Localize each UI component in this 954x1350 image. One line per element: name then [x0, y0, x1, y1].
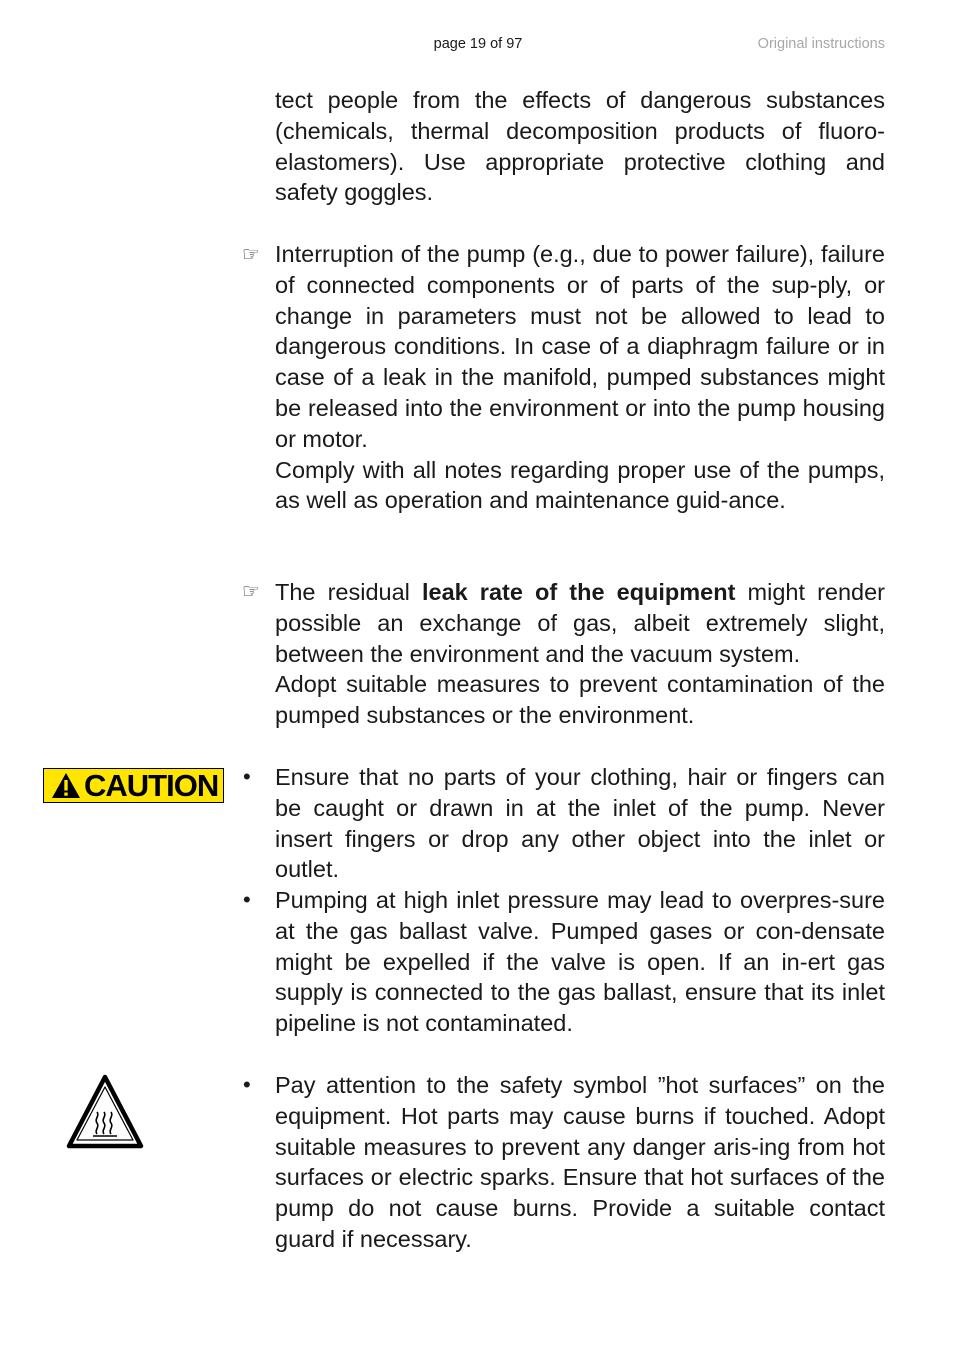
bullet-item-pressure [275, 885, 885, 1039]
paragraph-text: tect people from the effects of dangerous substances (chemicals, thermal decomposition products of fluoro-elastomers). Use appropriate protective clothing and safety goggles. [275, 87, 885, 206]
hot-surface-warning-icon [66, 1074, 144, 1150]
note-text-2: Comply with all notes regarding proper use of the pumps, as well as operation and maintenance guid-ance. [275, 456, 885, 514]
paragraph-continuation [275, 85, 885, 208]
note-text-post: might render possible an exchange of gas, albeit extremely slight, between the environment and the vacuum system. [275, 579, 886, 667]
note-text: Interruption of the pump (e.g., due to power failure), failure of connected components or of parts of the sup-ply, or change in parameters must not be allowed to lead to dangerous conditions. In case of a diaphragm failure or in case of a leak in the manifold, pumped substances might be released into the environment or into the pump housing or motor. [275, 241, 885, 452]
bullet-marker: • [243, 887, 251, 912]
note-interruption [275, 239, 885, 516]
caution-label [43, 768, 224, 803]
note-text-pre: The residual [275, 579, 422, 605]
pointing-hand-icon: ☞ [242, 581, 260, 603]
bullet-text: Pay attention to the safety symbol ”hot surfaces” on the equipment. Hot parts may cause burns if touched. Adopt suitable measures to prevent any danger aris-ing from hot surfaces or electric sparks. Ensure that hot surfaces of the pump do not cause burns. Provide a suitable contact guard if necessary. [275, 1072, 885, 1252]
caution-text: CAUTION [84, 768, 219, 803]
bullet-marker: • [243, 1072, 251, 1097]
bullet-text: Pumping at high inlet pressure may lead to overpres-sure at the gas ballast valve. Pumped gases or con-densate might be expelled if the valve is open. If an in-ert gas supply is connected to the gas ballast, ensure that its inlet pipeline is not contaminated. [275, 887, 885, 1037]
note-text-bold: leak rate of the equipment [421, 579, 736, 605]
note-text [275, 577, 885, 669]
warning-triangle-icon [51, 772, 81, 799]
note-text-2: Adopt suitable measures to prevent contamination of the pumped substances or the environment. [275, 671, 885, 729]
page-number: page 19 of 97 [433, 36, 523, 52]
document-title: Original instructions [757, 36, 885, 52]
pointing-hand-icon: ☞ [242, 244, 260, 266]
bullet-item-hot-surfaces [275, 1070, 885, 1255]
bullet-text: Ensure that no parts of your clothing, hair or fingers can be caught or drawn in at the inlet of the pump. Never insert fingers or drop any other object into the inlet or outlet. [275, 764, 885, 883]
bullet-item-clothing [275, 762, 885, 885]
note-leak-rate [275, 577, 885, 731]
bullet-marker: • [243, 764, 251, 789]
